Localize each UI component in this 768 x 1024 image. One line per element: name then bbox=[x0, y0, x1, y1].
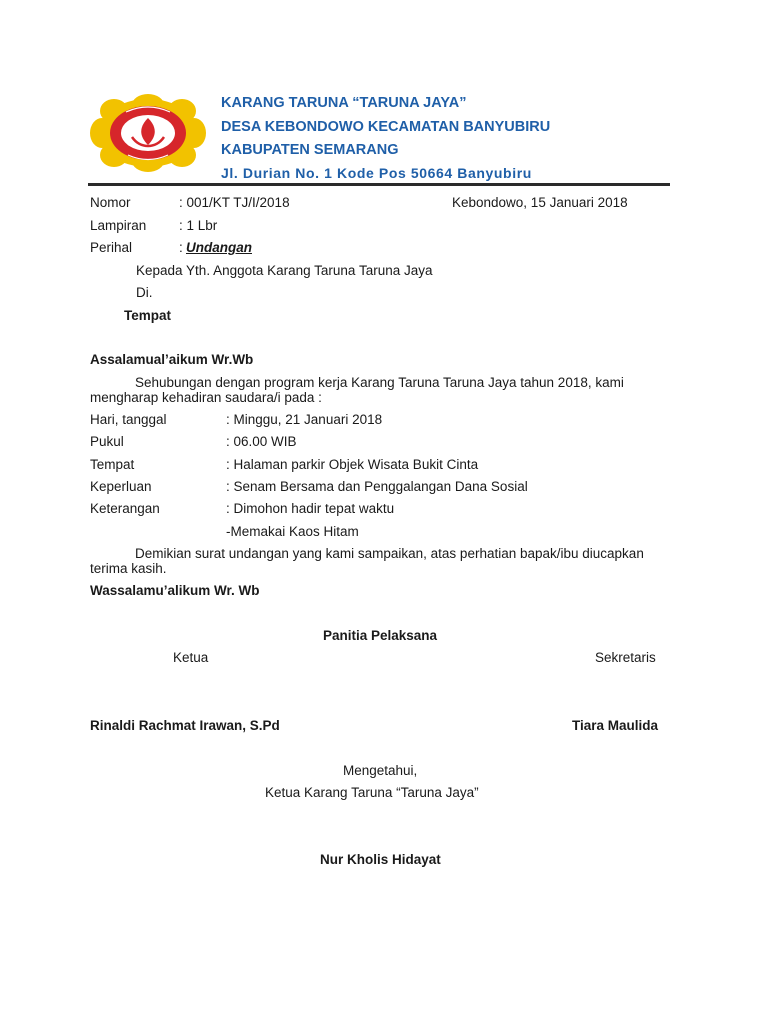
detail-value: : 06.00 WIB bbox=[226, 434, 297, 449]
greeting: Assalamual’aikum Wr.Wb bbox=[90, 352, 254, 367]
right-role: Sekretaris bbox=[595, 650, 656, 665]
committee-title: Panitia Pelaksana bbox=[323, 628, 438, 643]
perihal-colon: : bbox=[179, 240, 183, 255]
detail-label: Hari, tanggal bbox=[90, 412, 167, 427]
nomor-value: : 001/KT TJ/I/2018 bbox=[179, 195, 290, 210]
lampiran-value: : 1 Lbr bbox=[179, 218, 218, 233]
recipient-line: Kepada Yth. Anggota Karang Taruna Taruna Jaya bbox=[136, 263, 433, 278]
org-address: Jl. Durian No. 1 Kode Pos 50664 Banyubiru bbox=[221, 165, 532, 181]
detail-label: Keterangan bbox=[90, 501, 160, 516]
right-signatory: Tiara Maulida bbox=[572, 718, 659, 733]
detail-label: Keperluan bbox=[90, 479, 152, 494]
org-name: KARANG TARUNA “TARUNA JAYA” bbox=[221, 95, 467, 111]
org-village: DESA KEBONDOWO KECAMATAN BANYUBIRU bbox=[221, 119, 551, 135]
recipient-tempat: Tempat bbox=[124, 308, 172, 323]
left-role: Ketua bbox=[173, 650, 209, 665]
closing-greeting: Wassalamu’alikum Wr. Wb bbox=[90, 583, 260, 598]
perihal-value: Undangan bbox=[186, 240, 252, 255]
detail-value: : Halaman parkir Objek Wisata Bukit Cinta bbox=[226, 457, 479, 472]
extra-note: -Memakai Kaos Hitam bbox=[226, 524, 359, 539]
perihal-label: Perihal bbox=[90, 240, 133, 255]
acknowledged-label: Mengetahui, bbox=[343, 763, 418, 778]
detail-value: : Minggu, 21 Januari 2018 bbox=[226, 412, 383, 427]
detail-value: : Dimohon hadir tepat waktu bbox=[226, 501, 395, 516]
ack-role: Ketua Karang Taruna “Taruna Jaya” bbox=[265, 785, 479, 800]
ack-signatory: Nur Kholis Hidayat bbox=[320, 852, 441, 867]
header-divider bbox=[88, 183, 670, 186]
recipient-di: Di. bbox=[136, 285, 153, 300]
detail-value: : Senam Bersama dan Penggalangan Dana Sosial bbox=[226, 479, 528, 494]
karang-taruna-logo bbox=[88, 93, 208, 173]
nomor-label: Nomor bbox=[90, 195, 131, 210]
lampiran-label: Lampiran bbox=[90, 218, 147, 233]
place-date: Kebondowo, 15 Januari 2018 bbox=[452, 195, 628, 210]
detail-label: Tempat bbox=[90, 457, 135, 472]
closing-paragraph: Demikian surat undangan yang kami sampaikan, atas perhatian bapak/ibu diucapkan terima kasih. bbox=[90, 546, 644, 576]
left-signatory: Rinaldi Rachmat Irawan, S.Pd bbox=[90, 718, 280, 733]
org-regency: KABUPATEN SEMARANG bbox=[221, 142, 399, 158]
intro-paragraph: Sehubungan dengan program kerja Karang Taruna Taruna Jaya tahun 2018, kami mengharap kehadiran saudara/i pada : bbox=[90, 375, 624, 405]
detail-label: Pukul bbox=[90, 434, 124, 449]
